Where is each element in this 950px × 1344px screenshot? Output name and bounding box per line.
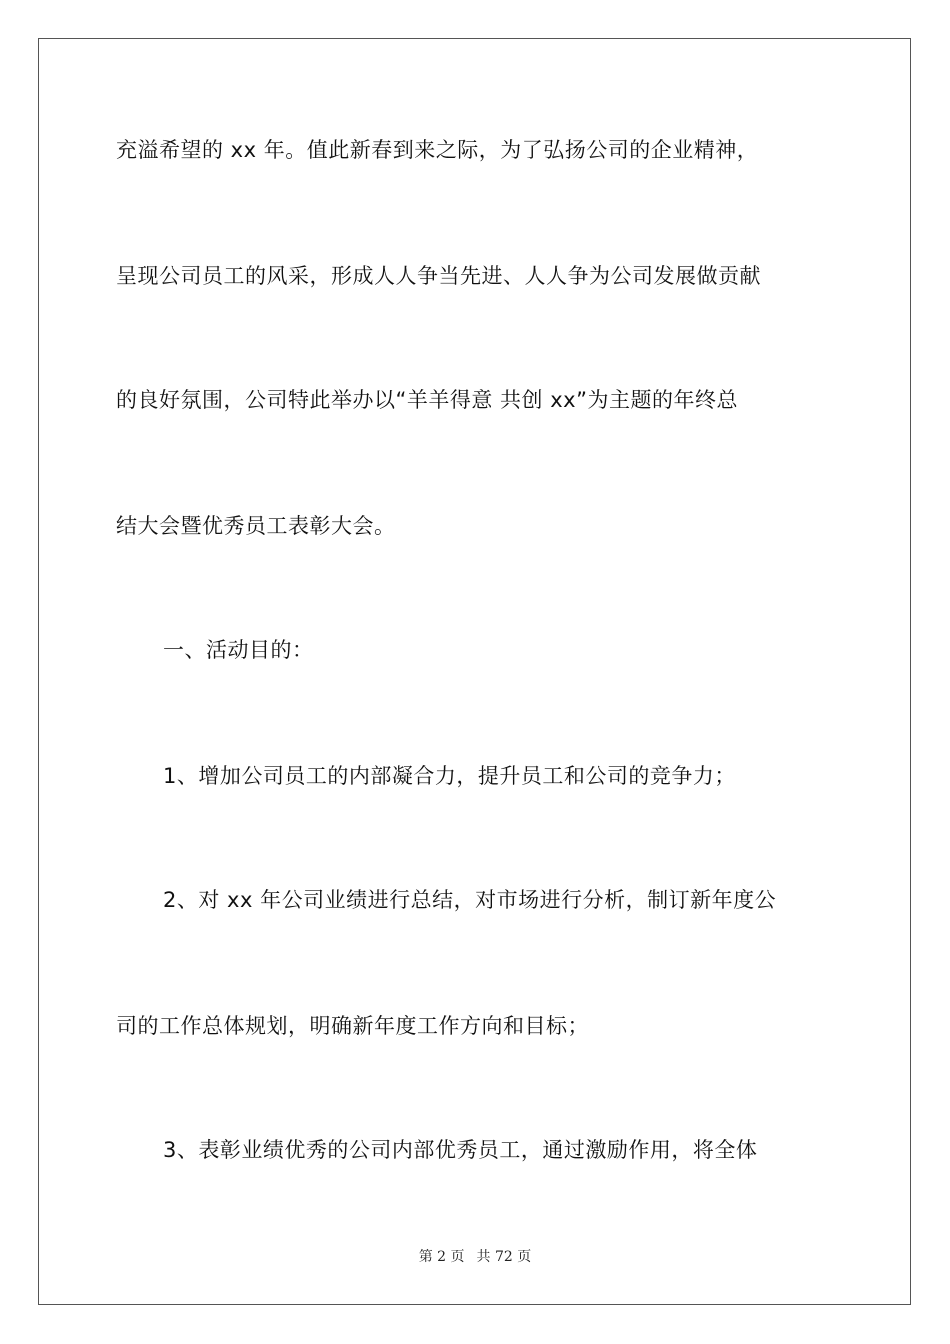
list-item: 1、增加公司员工的内部凝合力，提升员工和公司的竞争力； [163,764,736,788]
page-footer [0,1248,950,1266]
section-heading: 一、活动目的： [163,638,314,662]
list-item: 2、对 xx 年公司业绩进行总结，对市场进行分析，制订新年度公 [163,888,777,912]
body-text-line: 充溢希望的 xx 年。值此新春到来之际，为了弘扬公司的企业精神， [116,138,759,162]
page-total: 共 72 页 [476,1249,532,1265]
page-frame [38,38,911,1305]
list-item: 3、表彰业绩优秀的公司内部优秀员工，通过激励作用，将全体 [163,1138,758,1162]
page-number: 第 2 页 [418,1249,465,1265]
body-text-line: 的良好氛围，公司特此举办以“羊羊得意 共创 xx”为主题的年终总 [116,388,738,412]
list-item-continuation: 司的工作总体规划，明确新年度工作方向和目标； [116,1014,589,1038]
body-text-line: 结大会暨优秀员工表彰大会。 [116,514,396,538]
body-text-line: 呈现公司员工的风采，形成人人争当先进、人人争为公司发展做贡献 [116,264,761,288]
